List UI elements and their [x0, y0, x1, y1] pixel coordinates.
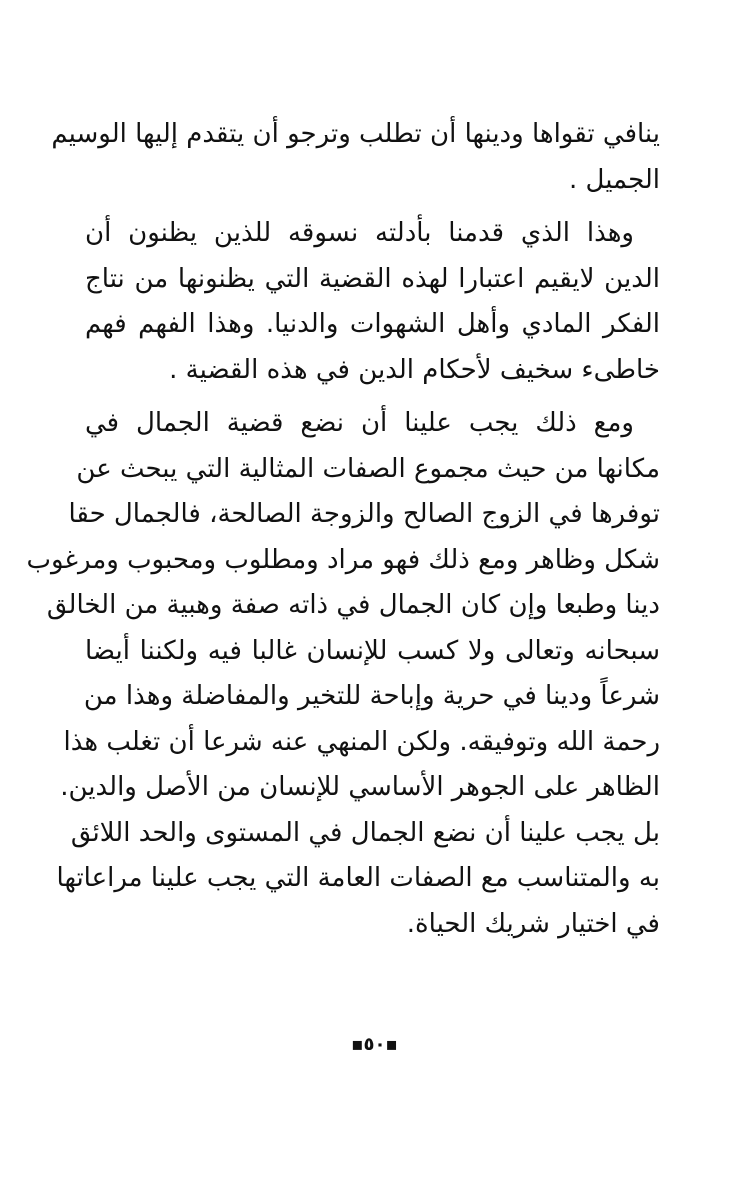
paragraph-2	[85, 211, 660, 393]
paragraph-line: مكانها من حيث مجموع الصفات المثالية التي يبحث عن	[76, 453, 660, 484]
paragraph-1	[51, 112, 660, 203]
paragraph-line: الفكر المادي وأهل الشهوات والدنيا. وهذا الفهم فهم	[85, 309, 660, 339]
paragraph-line: الظاهر على الجوهر الأساسي للإنسان من الأصل والدين.	[60, 772, 660, 802]
paragraph-line: شكل وظاهر ومع ذلك فهو مراد ومطلوب ومحبوب ومرغوب	[26, 544, 660, 575]
paragraph-3	[26, 401, 660, 947]
paragraph-line: الجميل .	[568, 164, 660, 195]
paragraph-line: شرعاً ودينا في حرية وإباحة للتخير والمفاضلة وهذا من	[83, 681, 660, 711]
paragraph-line: توفرها في الزوج الصالح والزوجة الصالحة، فالجمال حقا	[68, 499, 660, 529]
paragraph-line: خاطىء سخيف لأحكام الدين في هذه القضية .	[169, 354, 660, 385]
paragraph-line: دينا وطبعا وإن كان الجمال في ذاته صفة وهبية من الخالق	[46, 590, 660, 620]
paragraph-line: ومع ذلك يجب علينا أن نضع قضية الجمال في	[85, 408, 634, 438]
paragraph-line: رحمة الله وتوفيقه. ولكن المنهي عنه شرعا أن تغلب هذا	[63, 726, 660, 757]
paragraph-line: في اختيار شريك الحياة.	[406, 908, 660, 939]
paragraph-line: به والمتناسب مع الصفات العامة التي يجب علينا مراعاتها	[56, 863, 660, 893]
paragraph-line: سبحانه وتعالى ولا كسب للإنسان غالبا فيه ولكننا أيضا	[85, 635, 660, 666]
page-number: ▪٥٠▪	[351, 1034, 398, 1055]
paragraph-line: بل يجب علينا أن نضع الجمال في المستوى والحد اللائق	[70, 817, 660, 848]
paragraph-line: وهذا الذي قدمنا بأدلته نسوقه للذين يظنون أن	[85, 218, 634, 248]
paragraph-line: ينافي تقواها ودينها أن تطلب وترجو أن يتقدم إليها الوسيم	[51, 119, 660, 149]
paragraph-line: الدين لايقيم اعتبارا لهذه القضية التي يظنونها من نتاج	[85, 263, 660, 294]
